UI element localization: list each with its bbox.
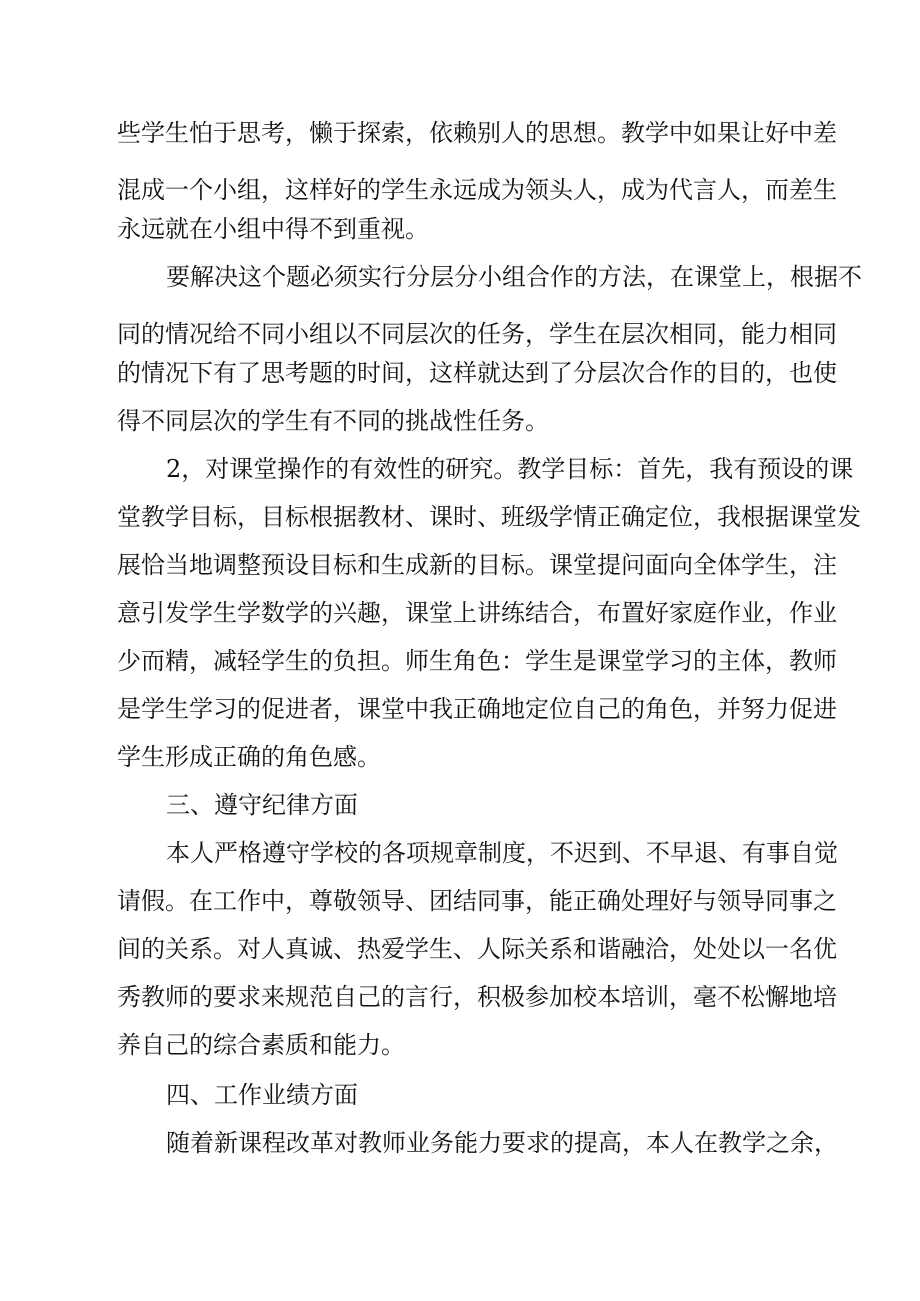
paragraph-first-line: 本人严格遵守学校的各项规章制度，不迟到、不早退、有事自觉 xyxy=(166,839,838,867)
body-text-line: 学生形成正确的角色感。 xyxy=(117,743,381,771)
body-text-line: 少而精，减轻学生的负担。师生角色：学生是课堂学习的主体，教师 xyxy=(117,647,837,675)
section-heading: 三、遵守纪律方面 xyxy=(166,791,358,819)
section-heading: 四、工作业绩方面 xyxy=(166,1081,358,1109)
body-text-line: 些学生怕于思考，懒于探索，依赖别人的思想。教学中如果让好中差 xyxy=(117,119,837,147)
body-text-line: 意引发学生学数学的兴趣，课堂上讲练结合，布置好家庭作业，作业 xyxy=(117,599,837,627)
body-text-line: 得不同层次的学生有不同的挑战性任务。 xyxy=(117,407,549,435)
body-text-line: 养自己的综合素质和能力。 xyxy=(117,1031,405,1059)
paragraph-first-line: 要解决这个题必须实行分层分小组合作的方法，在课堂上，根据不 xyxy=(166,263,862,291)
paragraph-first-line: 随着新课程改革对教师业务能力要求的提高，本人在教学之余， xyxy=(166,1129,838,1157)
body-text-line: 秀教师的要求来规范自己的言行，积极参加校本培训，毫不松懈地培 xyxy=(117,983,837,1011)
paragraph-first-line: 2，对课堂操作的有效性的研究。教学目标：首先，我有预设的课 xyxy=(166,455,854,483)
body-text-line: 的情况下有了思考题的时间，这样就达到了分层次合作的目的，也使 xyxy=(117,359,837,387)
body-text-line: 请假。在工作中，尊敬领导、团结同事，能正确处理好与领导同事之 xyxy=(117,887,837,915)
body-text-line: 间的关系。对人真诚、热爱学生、人际关系和谐融洽，处处以一名优 xyxy=(117,935,837,963)
body-text-line: 混成一个小组，这样好的学生永远成为领头人，成为代言人，而差生 xyxy=(117,176,837,204)
body-text-line: 同的情况给不同小组以不同层次的任务，学生在层次相同，能力相同 xyxy=(117,320,837,348)
body-text-line: 是学生学习的促进者，课堂中我正确地定位自己的角色，并努力促进 xyxy=(117,695,837,723)
body-text-line: 堂教学目标，目标根据教材、课时、班级学情正确定位，我根据课堂发 xyxy=(117,503,861,531)
body-text-line: 展恰当地调整预设目标和生成新的目标。课堂提问面向全体学生，注 xyxy=(117,551,837,579)
body-text-line: 永远就在小组中得不到重视。 xyxy=(117,215,429,243)
